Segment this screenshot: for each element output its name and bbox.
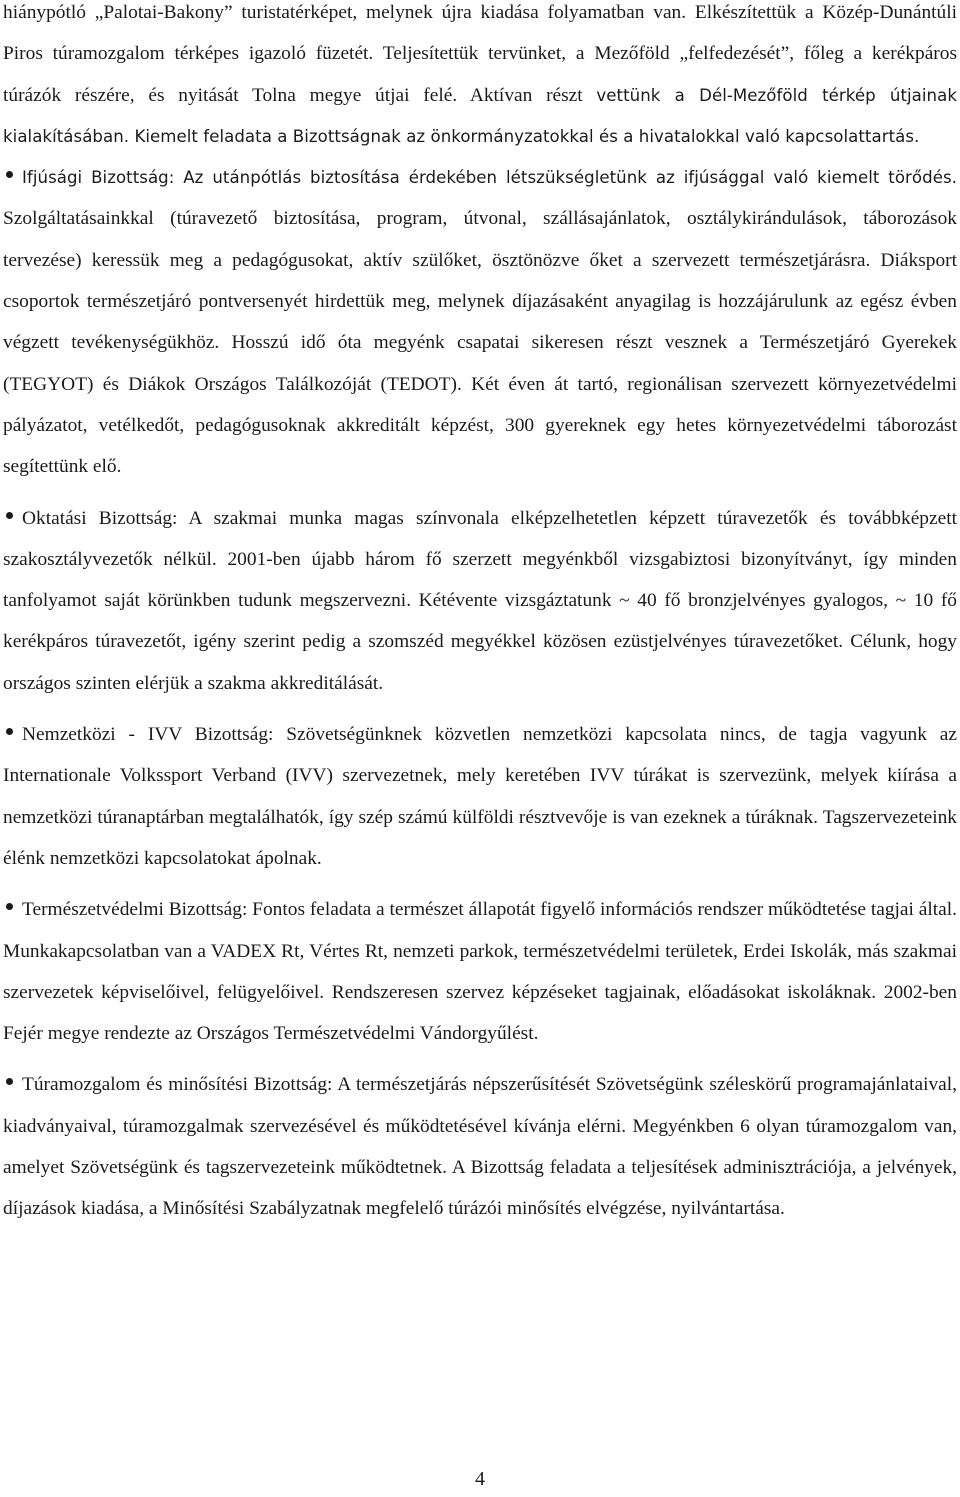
intro-text-sans: vettünk a Dél-Mezőföld térkép útjainak kialakításában. Kiemelt feladata a Bizottságnak az önkormányzatokkal és a hivatalokkal való kapcsolattartás. [3,85,957,146]
intro-paragraph [3,0,957,157]
ifjusagi-bizottsag-item [3,157,957,487]
bullet-icon [3,514,22,524]
page-number: 4 [475,1468,485,1490]
nemzetkozi-bizottsag-item [3,714,957,879]
turamozgalom-text: Túramozgalom és minősítési Bizottság: A természetjárás népszerűsítését Szövetségünk széleskörű programajánlataival, kiadványaival, túramozgalmak szervezésével és működtetésével kívánja elérni. Megyénkben 6 olyan túramozgalom van, amelyet Szövetségünk és tagszervezeteink működtetnek. A Bizottság feladata a teljesítések adminisztrációja, a jelvények, díjazások kiadása, a Minősítési Szabályzatnak megfelelő túrázói minősítés elvégzése, nyilvántartása. [3,1074,957,1220]
turamozgalom-bizottsag-item [3,1064,957,1229]
bullet-icon [3,730,22,740]
nemzetkozi-text: Nemzetközi - IVV Bizottság: Szövetségünknek közvetlen nemzetközi kapcsolata nincs, de tagja vagyunk az Internationale Volkssport Verband (IVV) szervezetnek, mely keretében IVV túrákat is szervezünk, melyek kiírása a nemzetközi túranaptárban megtalálhatók, így szép számú külföldi résztvevője is van ezeknek a túráknak. Tagszervezeteink élénk nemzetközi kapcsolatokat ápolnak. [3,724,957,869]
bullet-icon [3,905,22,915]
termeszetvedelmi-bizottsag-item [3,889,957,1054]
bullet-icon [3,173,22,183]
document-page [3,0,957,1230]
intro-text-serif: hiánypótló „Palotai-Bakony” turistatérképet, melynek újra kiadása folyamatban van. Elkészítettük a Közép-Dunántúli Piros túramozgalom térképes igazoló füzetét. Teljesítettük tervünket, a Mezőföld „felfedezését”, főleg a kerékpáros túrázók részére, és nyitását Tolna megye útjai felé. Aktívan részt [3,2,957,106]
oktatasi-bizottsag-item [3,498,957,704]
ifjusagi-text-sans: Ifjúsági Bizottság: Az utánpótlás biztosítása érdekében létszükségletünk az ifjúsággal való kiemelt törődés. [22,168,957,188]
ifjusagi-text-serif: Szolgáltatásainkkal (túravezető biztosítása, program, útvonal, szállásajánlatok, osztálykirándulások, táborozások tervezése) keressük meg a pedagógusokat, aktív szülőket, ösztönözve őket a szervezett természetjárásra. Diáksport csoportok természetjáró pontversenyét hirdettük meg, melynek díjazásaként anyagilag is hozzájárulunk az egész évben végzett tevékenységükhöz. Hosszú idő óta megyénk csapatai sikeresen részt vesznek a Természetjáró Gyerekek (TEGYOT) és Diákok Országos Találkozóját (TEDOT). Két éven át tartó, regionálisan szervezett környezetvédelmi pályázatot, vetélkedőt, pedagógusoknak akkreditált képzést, 300 gyereknek egy hetes környezetvédelmi táborozást segítettünk elő. [3,208,957,478]
bullet-icon [3,1080,22,1090]
oktatasi-text: Oktatási Bizottság: A szakmai munka magas színvonala elképzelhetetlen képzett túravezetők és továbbképzett szakosztályvezetők nélkül. 2001-ben újabb három fő szerzett megyénkből vizsgabiztosi bizonyítványt, így minden tanfolyamot saját körünkben tudunk megszervezni. Kétévente vizsgáztatunk ~ 40 fő bronzjelvényes gyalogos, ~ 10 fő kerékpáros túravezetőt, igény szerint pedig a szomszéd megyékkel közösen ezüstjelvényes túravezetőket. Célunk, hogy országos szinten elérjük a szakma akkreditálását. [3,507,957,694]
termeszetvedelmi-text: Természetvédelmi Bizottság: Fontos feladata a természet állapotát figyelő információs rendszer működtetése tagjai által. Munkakapcsolatban van a VADEX Rt, Vértes Rt, nemzeti parkok, természetvédelmi területek, Erdei Iskolák, más szakmai szervezetek képviselőivel, felügyelőivel. Rendszeresen szervez képzéseket tagjainak, előadásokat iskoláknak. 2002-ben Fejér megye rendezte az Országos Természetvédelmi Vándorgyűlést. [3,899,957,1045]
